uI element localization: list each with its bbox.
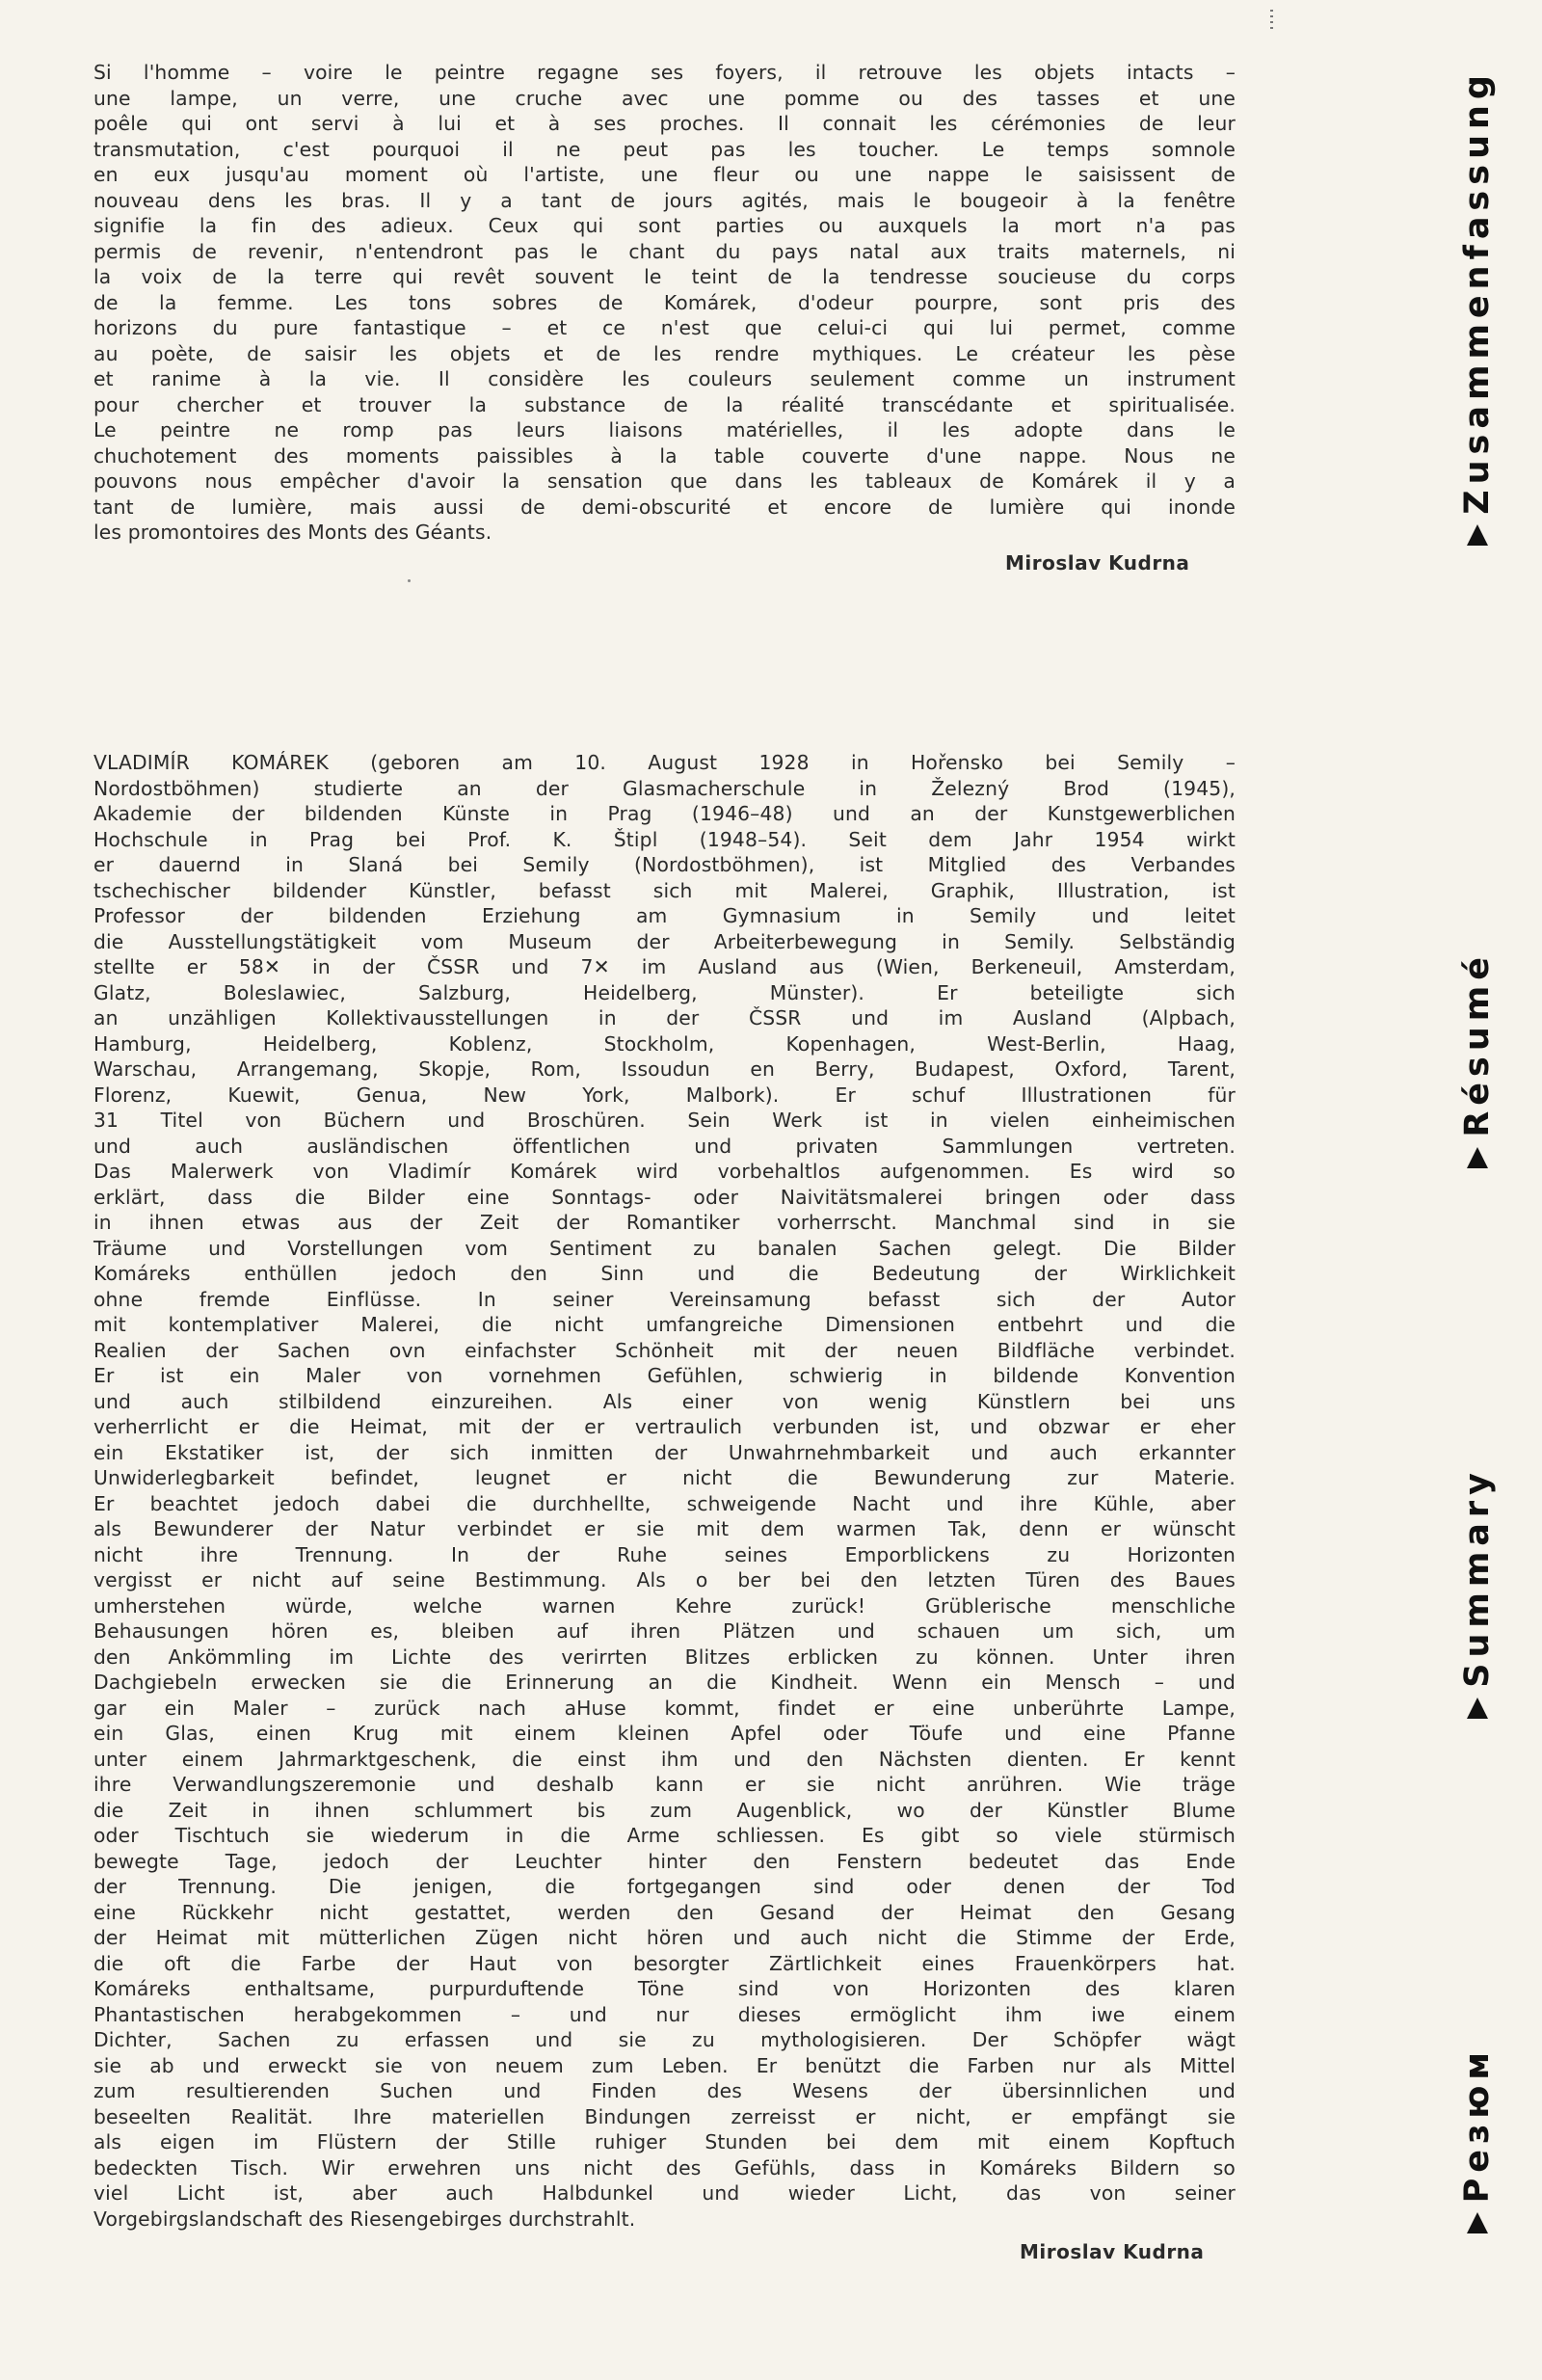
text-line: der Trennung. Die jenigen, die fortgegangen sind oder denen der Tod xyxy=(93,1875,1236,1898)
text-line: pour chercher et trouver la substance de la réalité transcédante et spiritualisée. xyxy=(93,392,1236,416)
text-line: Hamburg, Heidelberg, Koblenz, Stockholm, Kopenhagen, West-Berlin, Haag, xyxy=(93,1031,1236,1056)
text-line: de la femme. Les tons sobres de Komárek, d'odeur pourpre, sont pris des xyxy=(93,290,1236,314)
german-signature: Miroslav Kudrna xyxy=(1020,2240,1205,2263)
section-label-summary xyxy=(1453,1467,1502,1719)
text-line: Phantastischen herabgekommen – und nur dieses ermöglicht ihm iwe einem xyxy=(93,2002,1236,2026)
text-line: tschechischer bildender Künstler, befasst sich mit Malerei, Graphik, Illustration, ist xyxy=(93,878,1236,902)
text-line: unter einem Jahrmarktgeschenk, die einst ihm und den Nächsten dienten. Er kennt xyxy=(93,1747,1236,1771)
text-line: umherstehen würde, welche warnen Kehre zurück! Grüblerische menschliche xyxy=(93,1593,1236,1618)
text-line: Behausungen hören es, bleiben auf ihren Plätzen und schauen um sich, um xyxy=(93,1619,1236,1643)
text-line: pouvons nous empêcher d'avoir la sensation que dans les tableaux de Komárek il y a xyxy=(93,469,1236,493)
text-line: eine Rückkehr nicht gestattet, werden den Gesand der Heimat den Gesang xyxy=(93,1900,1236,1924)
text-line: la voix de la terre qui revêt souvent le teint de la tendresse soucieuse du corps xyxy=(93,265,1236,288)
text-line: Er ist ein Maler von vornehmen Gefühlen, schwierig in bildende Konvention xyxy=(93,1364,1236,1387)
text-line: Hochschule in Prag bei Prof. K. Štipl (1948–54). Seit dem Jahr 1954 wirkt xyxy=(93,827,1236,851)
text-line: 31 Titel von Büchern und Broschüren. Sein Werk ist in vielen einheimischen xyxy=(93,1109,1236,1132)
text-line: Dichter, Sachen zu erfassen und sie zu mythologisieren. Der Schöpfer wägt xyxy=(93,2028,1236,2051)
text-line: ein Ekstatiker ist, der sich inmitten der Unwahrnehmbarkeit und auch erkannter xyxy=(93,1440,1236,1464)
text-line: au poète, de saisir les objets et de les rendre mythiques. Le créateur les pèse xyxy=(93,341,1236,365)
french-summary-text xyxy=(93,60,1236,546)
text-line: gar ein Maler – zurück nach aHuse kommt, findet er eine unberührte Lampe, xyxy=(93,1696,1236,1720)
text-line: oder Tischtuch sie wiederum in die Arme schliessen. Es gibt so viele stürmisch xyxy=(93,1824,1236,1847)
triangle-marker-icon xyxy=(1467,524,1488,546)
text-line: Warschau, Arrangemang, Skopje, Rom, Issoudun en Berry, Budapest, Oxford, Tarent, xyxy=(93,1057,1236,1081)
text-line: Träume und Vorstellungen vom Sentiment zu banalen Sachen gelegt. Die Bilder xyxy=(93,1236,1236,1260)
text-line: signifie la fin des adieux. Ceux qui sont parties ou auxquels la mort n'a pas xyxy=(93,214,1236,237)
text-line: stellte er 58✕ in der ČSSR und 7✕ im Ausland aus (Wien, Berkeneuil, Amsterdam, xyxy=(93,955,1236,978)
paper-speck xyxy=(408,579,411,582)
text-line: die Zeit in ihnen schlummert bis zum Augenblick, wo der Künstler Blume xyxy=(93,1798,1236,1822)
text-line: poêle qui ont servi à lui et à ses proches. Il connait les cérémonies de leur xyxy=(93,112,1236,135)
text-line: permis de revenir, n'entendront pas le chant du pays natal aux traits maternels, ni xyxy=(93,239,1236,263)
text-line: und auch stilbildend einzureihen. Als einer von wenig Künstlern bei uns xyxy=(93,1389,1236,1413)
label-russian-text: Резюм xyxy=(1458,2046,1497,2204)
text-line: Er beachtet jedoch dabei die durchhellte, schweigende Nacht und ihre Kühle, aber xyxy=(93,1491,1236,1515)
text-line: chuchotement des moments paissibles à la table couverte d'une nappe. Nous ne xyxy=(93,443,1236,468)
text-line: Unwiderlegbarkeit befindet, leugnet er nicht die Bewunderung zur Materie. xyxy=(93,1466,1236,1489)
text-line: Dachgiebeln erwecken sie die Erinnerung an die Kindheit. Wenn ein Mensch – und xyxy=(93,1671,1236,1694)
text-line: Nordostböhmen) studierte an der Glasmacherschule in Železný Brod (1945), xyxy=(93,776,1236,800)
text-line: sie ab und erweckt sie von neuem zum Leben. Er benützt die Farben nur als Mittel xyxy=(93,2053,1236,2077)
edge-marks xyxy=(1270,10,1273,33)
text-line: Professor der bildenden Erziehung am Gymnasium in Semily und leitet xyxy=(93,904,1236,927)
text-line: horizons du pure fantastique – et ce n'est que celui-ci qui lui permet, comme xyxy=(93,316,1236,339)
triangle-marker-icon xyxy=(1467,1698,1488,1719)
french-signature: Miroslav Kudrna xyxy=(1005,551,1190,575)
text-line: und auch ausländischen öffentlichen und privaten Sammlungen vertreten. xyxy=(93,1134,1236,1158)
label-zusammenfassung-text: Zusammenfassung xyxy=(1458,69,1497,515)
text-line: mit kontemplativer Malerei, die nicht umfangreiche Dimensionen entbehrt und die xyxy=(93,1313,1236,1336)
text-line: als Bewunderer der Natur verbindet er sie mit dem warmen Tak, denn er wünscht xyxy=(93,1517,1236,1540)
text-line: Le peintre ne romp pas leurs liaisons matérielles, il les adopte dans le xyxy=(93,418,1236,441)
section-label-zusammenfassung xyxy=(1453,69,1502,546)
text-line: den Ankömmling im Lichte des verirrten Blitzes erblicken zu können. Unter ihren xyxy=(93,1645,1236,1669)
text-line: transmutation, c'est pourquoi il ne peut pas les toucher. Le temps somnole xyxy=(93,137,1236,161)
text-line: erklärt, dass die Bilder eine Sonntags- oder Naivitätsmalerei bringen oder dass xyxy=(93,1185,1236,1209)
text-line: die oft die Farbe der Haut von besorgter Zärtlichkeit eines Frauenkörpers hat. xyxy=(93,1951,1236,1975)
text-line: vergisst er nicht auf seine Bestimmung. Als o ber bei den letzten Türen des Baues xyxy=(93,1568,1236,1591)
text-line: Realien der Sachen ovn einfachster Schönheit mit der neuen Bildfläche verbindet. xyxy=(93,1338,1236,1362)
label-resume-text: Résumé xyxy=(1458,951,1497,1137)
text-line: als eigen im Flüstern der Stille ruhiger Stunden bei dem mit einem Kopftuch xyxy=(93,2130,1236,2153)
section-label-resume xyxy=(1453,951,1502,1168)
label-summary-text: Summary xyxy=(1458,1467,1497,1688)
text-line: bedeckten Tisch. Wir erwehren uns nicht des Gefühls, dass in Komáreks Bildern so xyxy=(93,2155,1236,2179)
text-line: die Ausstellungstätigkeit vom Museum der Arbeiterbewegung in Semily. Selbständig xyxy=(93,929,1236,953)
text-line: les promontoires des Monts des Géants. xyxy=(93,521,492,544)
text-line: une lampe, un verre, une cruche avec une pomme ou des tasses et une xyxy=(93,86,1236,110)
text-line: Komáreks enthüllen jedoch den Sinn und die Bedeutung der Wirklichkeit xyxy=(93,1262,1236,1285)
text-line: ohne fremde Einflüsse. In seiner Vereinsamung befasst sich der Autor xyxy=(93,1287,1236,1311)
text-line: et ranime à la vie. Il considère les couleurs seulement comme un instrument xyxy=(93,367,1236,390)
text-line: in ihnen etwas aus der Zeit der Romantiker vorherrscht. Manchmal sind in sie xyxy=(93,1211,1236,1234)
text-line: tant de lumière, mais aussi de demi-obscurité et encore de lumière qui inonde xyxy=(93,495,1236,519)
text-line: Akademie der bildenden Künste in Prag (1946–48) und an der Kunstgewerblichen xyxy=(93,802,1236,825)
text-line: viel Licht ist, aber auch Halbdunkel und wieder Licht, das von seiner xyxy=(93,2181,1236,2205)
text-line: bewegte Tage, jedoch der Leuchter hinter den Fenstern bedeutet das Ende xyxy=(93,1849,1236,1873)
text-line: er dauernd in Slaná bei Semily (Nordostböhmen), ist Mitglied des Verbandes xyxy=(93,853,1236,876)
text-line: der Heimat mit mütterlichen Zügen nicht hören und auch nicht die Stimme der Erde, xyxy=(93,1926,1236,1949)
text-line: Si l'homme – voire le peintre regagne ses foyers, il retrouve les objets intacts – xyxy=(93,61,1236,84)
german-summary-text xyxy=(93,750,1236,2232)
text-line: VLADIMÍR KOMÁREK (geboren am 10. August 1928 in Hořensko bei Semily – xyxy=(93,751,1236,774)
text-line: nouveau dens les bras. Il y a tant de jours agités, mais le bougeoir à la fenêtre xyxy=(93,188,1236,212)
text-line: Komáreks enthaltsame, purpurduftende Töne sind von Horizonten des klaren xyxy=(93,1977,1236,2000)
triangle-marker-icon xyxy=(1467,1147,1488,1168)
text-line: en eux jusqu'au moment où l'artiste, une fleur ou une nappe le saisissent de xyxy=(93,163,1236,186)
text-line: beseelten Realität. Ihre materiellen Bindungen zerreisst er nicht, er empfängt sie xyxy=(93,2104,1236,2128)
text-line: Das Malerwerk von Vladimír Komárek wird vorbehaltlos aufgenommen. Es wird so xyxy=(93,1160,1236,1183)
text-line: zum resultierenden Suchen und Finden des Wesens der übersinnlichen und xyxy=(93,2079,1236,2102)
section-label-russian xyxy=(1453,2046,1502,2233)
text-line: Glatz, Boleslawiec, Salzburg, Heidelberg, Münster). Er beteiligte sich xyxy=(93,980,1236,1004)
text-line: Vorgebirgslandschaft des Riesengebirges durchstrahlt. xyxy=(93,2206,636,2231)
text-line: Florenz, Kuewit, Genua, New York, Malbork). Er schuf Illustrationen für xyxy=(93,1083,1236,1107)
text-line: verherrlicht er die Heimat, mit der er vertraulich verbunden ist, und obzwar er eher xyxy=(93,1415,1236,1438)
triangle-marker-icon xyxy=(1467,2212,1488,2233)
text-line: an unzähligen Kollektivausstellungen in der ČSSR und im Ausland (Alpbach, xyxy=(93,1006,1236,1030)
text-line: ein Glas, einen Krug mit einem kleinen Apfel oder Töufe und eine Pfanne xyxy=(93,1722,1236,1745)
text-line: ihre Verwandlungszeremonie und deshalb kann er sie nicht anrühren. Wie träge xyxy=(93,1773,1236,1796)
text-line: nicht ihre Trennung. In der Ruhe seines Emporblickens zu Horizonten xyxy=(93,1542,1236,1566)
